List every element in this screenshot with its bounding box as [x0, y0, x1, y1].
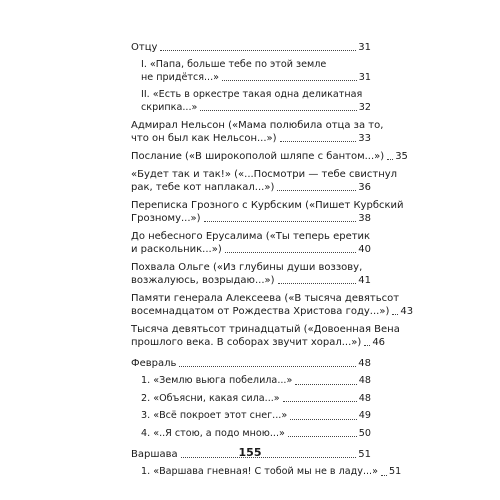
toc-page-number: 48: [358, 375, 371, 386]
table-of-contents: [131, 41, 414, 484]
toc-entry: [131, 168, 398, 194]
toc-entry-title-line: «Будет так и так!» («...Посмотри — тебе свистнул: [131, 169, 398, 180]
toc-entry-title-line: 2. «Объясни, какая сила...»: [141, 392, 280, 404]
toc-entry-title-line: возжалуюсь, возрыдаю...»): [131, 275, 275, 286]
dot-leader: [277, 190, 356, 191]
toc-subentry: [131, 59, 371, 84]
toc-page-number: 49: [358, 410, 371, 421]
dot-leader: [295, 384, 356, 385]
toc-entry-title-line: не придётся...»: [141, 71, 220, 83]
toc-entry: [131, 230, 371, 256]
dot-leader: [288, 436, 357, 437]
dot-leader: [204, 221, 357, 222]
toc-page-number: 48: [358, 392, 371, 404]
toc-page-number: 38: [358, 213, 371, 224]
toc-page-number: 40: [358, 244, 371, 255]
toc-entry-title-line: II. «Есть в оркестре такая одна деликатная: [141, 89, 363, 100]
toc-page-number: 35: [395, 151, 408, 162]
toc-subentry: [131, 375, 371, 388]
toc-entry-title-line: Памяти генерала Алексеева («В тысяча девятьсот: [131, 293, 400, 304]
toc-page-number: 31: [358, 42, 371, 53]
toc-page-number: 31: [358, 71, 371, 83]
toc-page-number: 48: [358, 358, 371, 369]
toc-entry-title-line: Февраль: [131, 358, 177, 369]
toc-entry: [131, 357, 371, 370]
toc-entry-title-line: что он был как Нельсон...»): [131, 133, 277, 144]
toc-page-number: 50: [358, 427, 371, 439]
dot-leader: [278, 283, 357, 284]
toc-entry: [131, 41, 371, 54]
toc-entry-title-line: Послание («В широкополой шляпе с бантом...»): [131, 151, 385, 162]
toc-entry-title-line: восемнадцатом от Рождества Христова году...»): [131, 306, 390, 317]
toc-entry-title-line: 4. «..Я стою, а подо мною...»: [141, 427, 285, 439]
toc-entry-title-line: и раскольник...»): [131, 244, 222, 255]
dot-leader: [364, 345, 370, 346]
toc-entry-title-line: Грозному...»): [131, 213, 201, 224]
toc-entry: [131, 150, 408, 163]
toc-subentry: [131, 89, 371, 114]
dot-leader: [179, 366, 356, 367]
toc-subentry: [131, 466, 402, 479]
dot-leader: [222, 80, 357, 81]
toc-entry-title-line: скрипка...»: [141, 101, 198, 113]
dot-leader: [290, 419, 357, 420]
toc-entry: [131, 261, 371, 287]
dot-leader: [200, 110, 356, 111]
dot-leader: [283, 401, 357, 402]
toc-page-number: 43: [400, 306, 414, 317]
toc-page-number: 41: [358, 275, 371, 286]
toc-entry: [131, 292, 414, 318]
toc-entry-title-line: Отцу: [131, 42, 158, 53]
toc-entry-title-line: рак, тебе кот наплакал...»): [131, 182, 275, 193]
dot-leader: [381, 475, 387, 476]
toc-entry-title-line: 1. «Варшава гневная! С тобой мы не в ладу...»: [141, 466, 378, 477]
toc-entry: [131, 119, 384, 145]
toc-entry: [131, 199, 404, 225]
dot-leader: [160, 50, 356, 51]
dot-leader: [392, 314, 398, 315]
page-number: 155: [238, 446, 262, 459]
toc-page-number: 32: [358, 101, 371, 113]
dot-leader: [280, 141, 357, 142]
dot-leader: [225, 252, 357, 253]
toc-page-number: 36: [358, 182, 371, 193]
toc-entry-title-line: 3. «Всё покроет этот снег...»: [141, 410, 288, 421]
toc-entry-title-line: прошлого века. В соборах звучит хорал...»): [131, 337, 362, 348]
toc-entry-title-line: Похвала Ольге («Из глубины души воззову,: [131, 262, 363, 273]
toc-entry-title-line: 1. «Землю вьюга побелила...»: [141, 375, 293, 386]
toc-entry-title-line: Переписка Грозного с Курбским («Пишет Курбский: [131, 200, 404, 211]
toc-entry-title-line: До небесного Ерусалима («Ты теперь еретик: [131, 231, 371, 242]
toc-subentry: [131, 393, 371, 406]
toc-page-number: 51: [388, 466, 402, 477]
toc-entry-title-line: Варшава: [131, 449, 178, 460]
toc-subentry: [131, 410, 371, 423]
toc-page-number: 33: [358, 133, 371, 144]
dot-leader: [387, 159, 393, 160]
toc-page-number: 46: [372, 337, 386, 348]
toc-entry: [131, 323, 400, 349]
toc-entry-title-line: I. «Папа, больше тебе по этой земле: [141, 59, 327, 70]
toc-entry-title-line: Адмирал Нельсон («Мама полюбила отца за то,: [131, 120, 384, 131]
toc-entry-title-line: Тысяча девятьсот тринадцатый («Довоенная Вена: [131, 324, 400, 335]
toc-subentry: [131, 428, 371, 441]
toc-page-number: 51: [358, 449, 371, 460]
